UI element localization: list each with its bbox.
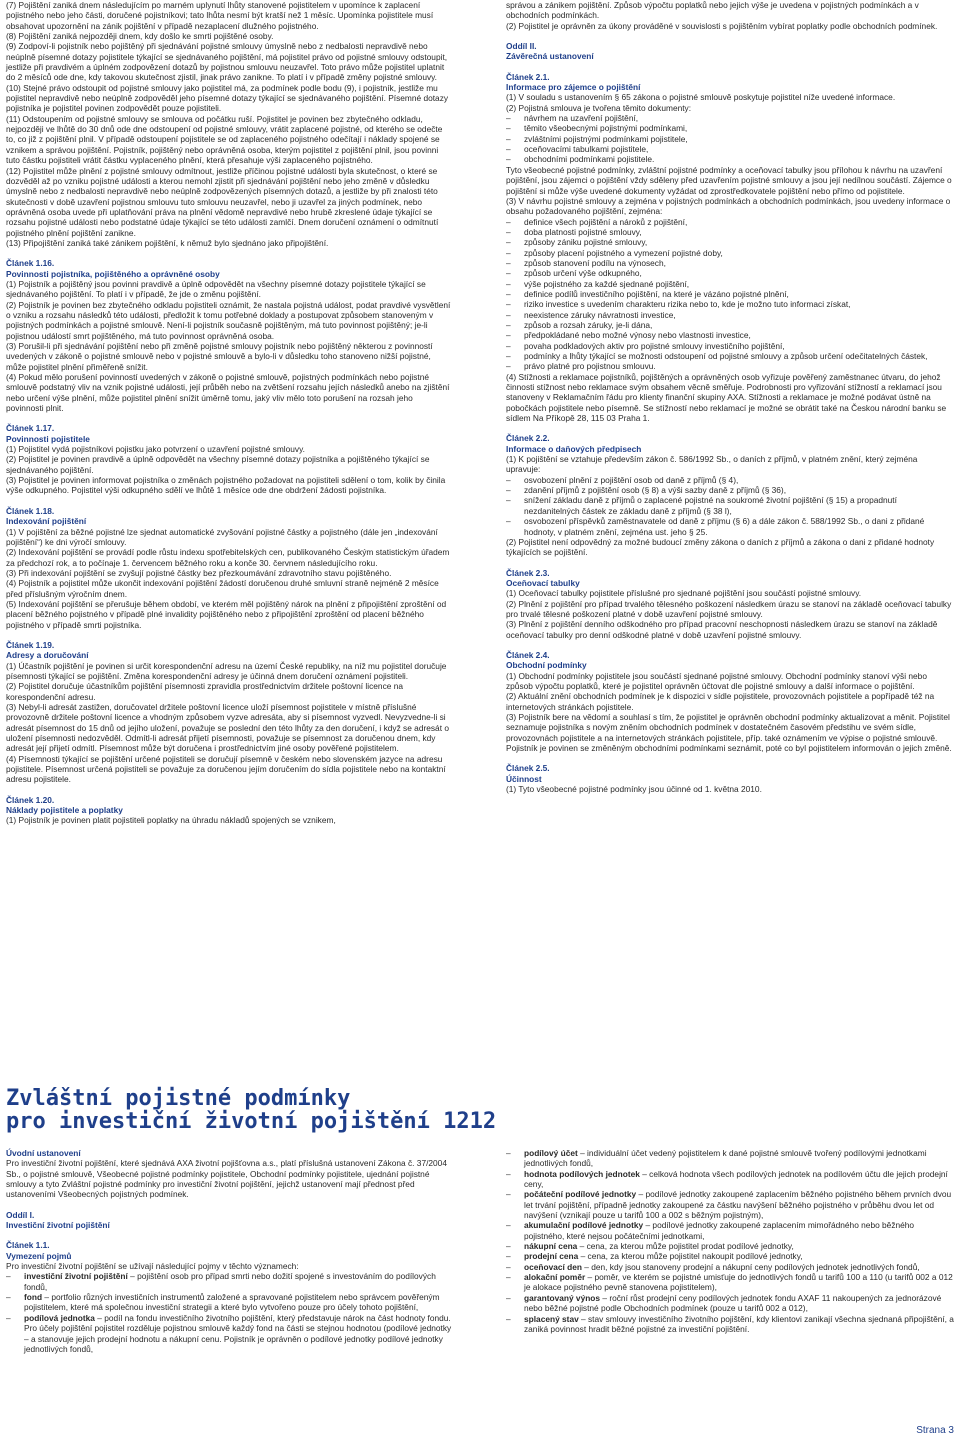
list-item-text: doba platnosti pojistné smlouvy, (524, 226, 642, 237)
list-item (506, 1148, 954, 1169)
list-item (506, 227, 954, 237)
definition: – celková hodnota všech podílových jednotek na podílovém účtu dle jejich prodejní ceny, (524, 1168, 948, 1190)
list-item-text (524, 1148, 954, 1169)
definition: – poměr, ve kterém se pojistné umisťuje do jednotlivých fondů u tarifů 100 a 110 (u tarifů 002 a 012 je alokace pojistného pevně stanovena pojistitelem), (524, 1272, 953, 1293)
list-item (506, 248, 954, 258)
paragraph-gap (6, 1230, 452, 1240)
paragraph: (11) Odstoupením od pojistné smlouvy se smlouva od počátku ruší. Pojistitel je povinen bez zbytečného odkladu, nejpozději ve lhůtě do 30 dnů ode dne odstoupení od pojistné smlouvy, vrátit zaplacené pojistné, od kterého se odečte to, co již z pojištění plnil. V případě odstoupení pojistitele se od zaplaceného pojistného odečítají i náklady spojené se vznikem a správou pojištění. Pojistník, pojištěný nebo oprávněná osoba, kterým pojistitel z pojištění plnil, jsou povinni tuto částku pojistiteli vrátit částku vyplaceného plnění, která přesahuje výši zaplaceného pojistného. (6, 113, 443, 166)
paragraph: (1) Tyto všeobecné pojistné podmínky jsou účinné od 1. května 2010. (506, 784, 762, 795)
text-column-1 (6, 0, 452, 826)
list-item (506, 1293, 954, 1314)
dash-bullet: – (506, 309, 511, 320)
list-item (506, 310, 954, 320)
document-title (6, 1087, 706, 1133)
list-item-text: návrhem na uzavření pojištění, (524, 113, 639, 124)
section-heading: Článek 2.4. (506, 649, 550, 660)
definition: – portfolio různých investičních instrumentů založené a spravované pojistitelem nebo správcem pověřeným pojistitelem, které má společnou investiční strategii a které bylo vytvořeno pouze pro účely tohoto pojištění, (24, 1292, 440, 1313)
list-item-text: obchodními podmínkami pojistitele. (524, 154, 655, 165)
dash-bullet: – (506, 226, 511, 237)
section-heading: Obchodní podmínky (506, 660, 587, 671)
page-number: Strana 3 (916, 1425, 954, 1436)
dash-bullet: – (506, 247, 511, 258)
list-item-text: osvobození plnění z pojištění osob od daně z příjmů (§ 4), (524, 474, 739, 485)
section-heading: Článek 2.5. (506, 763, 550, 774)
list-item-text: způsoby zániku pojistné smlouvy, (524, 237, 648, 248)
paragraph: (1) Pojistitel vydá pojistníkovi pojistku jako potvrzení o uzavření pojistné smlouvy. (6, 444, 305, 455)
dash-bullet: – (506, 495, 511, 506)
list-item-text: způsob určení výše odkupného, (524, 268, 642, 279)
dash-bullet: – (506, 154, 511, 165)
list-item-text: předpokládané nebo možné výnosy nebo vlastnosti investice, (524, 330, 751, 341)
paragraph: (7) Pojištění zaniká dnem následujícím po marném uplynutí lhůty stanovené pojistitelem v upomínce k zaplacení pojistného nebo jeho části, doručené pojistníkovi; tato lhůta nesmí být kratší než 1 měsíc. Upomínka pojistitele musí obsahovat upozornění na zánik pojištění v případě nezaplacení dlužného pojistného. (6, 0, 434, 31)
paragraph-gap (506, 423, 954, 433)
term: splacený stav (524, 1313, 579, 1324)
list-item (506, 516, 954, 537)
dash-bullet: – (506, 351, 511, 361)
paragraph-gap (506, 640, 954, 650)
list-item-text: těmito všeobecnými pojistnými podmínkami, (524, 123, 688, 134)
list-item-text (24, 1313, 452, 1354)
list-item (506, 113, 954, 123)
dash-bullet: – (506, 1272, 511, 1283)
list-item-text (524, 1314, 954, 1335)
list-item-text: osvobození příspěvků zaměstnavatele od daně z příjmu (§ 6) a dále zákon č. 588/1992 Sb., o dani z přidané hodnoty, v platném znění, zejména ust. jeho § 25. (524, 516, 925, 537)
list-item-text: výše pojistného za každé sjednané pojištění, (524, 278, 690, 289)
list-item (506, 154, 954, 164)
section-heading: Článek 2.1. (506, 71, 550, 82)
list-item (506, 1251, 954, 1261)
paragraph: (4) Pokud mělo porušení povinností uvedených v zákoně o pojistné smlouvě, pojistných podmínkách nebo pojistné smlouvě podstatný vliv na vznik pojistné události, její průběh nebo na zvětšení rozsahu jejích následků anebo na zjištění nebo určení výše plnění, může pojistitel plnění snížit úměrně tomu, jaký vliv mělo toto porušení na rozsah jeho povinnosti plnit. (6, 372, 450, 414)
paragraph-gap (506, 62, 954, 72)
dash-bullet: – (506, 299, 511, 310)
list-item (506, 258, 954, 268)
paragraph: (13) Připojištění zaniká také zánikem pojištění, k němuž bylo sjednáno jako připojištění. (6, 237, 329, 248)
dash-bullet: – (506, 1189, 511, 1200)
term: nákupní cena (524, 1241, 578, 1252)
dash-bullet: – (506, 257, 511, 268)
section-heading: Investiční životní pojištění (6, 1220, 110, 1231)
list-item-text: podmínky a lhůty týkající se možnosti odstoupení od pojistné smlouvy a způsob určení odečitatelných částek, (524, 351, 928, 361)
paragraph-gap (6, 630, 452, 640)
list-item (506, 1241, 954, 1251)
paragraph: (2) Pojistná smlouva je tvořena těmito dokumenty: (506, 102, 692, 113)
paragraph-gap (6, 496, 452, 506)
list-item-text (524, 1169, 954, 1190)
section-heading: Článek 1.1. (6, 1240, 50, 1251)
section-heading: Závěrečná ustanovení (506, 51, 594, 62)
list-item-text (24, 1271, 452, 1292)
definition: – cena, za kterou může pojistitel prodat podílové jednotky, (577, 1241, 794, 1252)
paragraph: (2) Pojistitel je povinen pravdivě a úplně odpovědět na všechny písemné dotazy pojistníka a pojištěného týkající se sjednávaného pojištění. (6, 454, 430, 475)
paragraph-gap (506, 753, 954, 763)
list-item-text: zdanění příjmů z pojištění osob (§ 8) a výši sazby daně z příjmů (§ 36), (524, 485, 787, 496)
dash-bullet: – (506, 474, 511, 485)
section-heading: Indexování pojištění (6, 516, 87, 527)
section-heading: Článek 1.18. (6, 505, 55, 516)
section-heading: Oceňovací tabulky (506, 577, 580, 588)
list-item-text (24, 1292, 452, 1313)
paragraph: (1) Obchodní podmínky pojistitele jsou součástí sjednané pojistné smlouvy. Obchodní podmínky stanoví výši nebo způsob výpočtu poplatků, které je pojistitel oprávněn účtovat dle pojistné smlouvy a další informace o pojištění. (506, 670, 927, 691)
list-item (506, 320, 954, 330)
paragraph: (1) K pojištění se vztahuje především zákon č. 586/1992 Sb., o daních z příjmů, v platném znění, který zejména upravuje: (506, 454, 918, 475)
list-item (506, 1314, 954, 1335)
dash-bullet: – (506, 144, 511, 155)
term: garantovaný výnos (524, 1292, 601, 1303)
dash-bullet: – (506, 237, 511, 248)
list-item (506, 1220, 954, 1241)
dash-bullet: – (506, 1148, 511, 1158)
definition: – cena, za kterou může pojistitel nakoupit podílové jednotky, (578, 1251, 803, 1262)
paragraph: (2) Aktuální znění obchodních podmínek je k dispozici v sídle pojistitele, provozovnách pojistitele a popřípadě též na internetových stránkách pojistitele. (506, 691, 935, 712)
dash-bullet: – (506, 1168, 511, 1179)
list-item (506, 217, 954, 227)
list-item (506, 279, 954, 289)
section-heading: Úvodní ustanovení (6, 1148, 81, 1158)
section-heading: Povinnosti pojistitele (6, 433, 90, 444)
list-item-text (524, 1272, 954, 1293)
section-heading: Oddíl II. (506, 41, 537, 52)
paragraph: Pro investiční životní pojištění, které sjednává AXA životní pojišťovna a.s., platí příslušná ustanovení Zákona č. 37/2004 Sb., o pojistné smlouvě, Všeobecné pojistné podmínky pojistitele, Obchodní podmínky pojistitele, ujednání pojistné smlouvy a tyto Zvláštní pojistné podmínky pro investiční životní pojištění, jejichž ustanovení mají přednost před ustanoveními Všeobecných pojistných podmínek. (6, 1158, 447, 1200)
dash-bullet: – (506, 340, 511, 351)
definition: – roční růst prodejní ceny podílových jednotek fondu AXAF 11 nakoupených za jednorázové nebo běžné pojistné podle Obchodních podmínek (pouze u tarifů 002 a 012), (524, 1292, 942, 1314)
paragraph: (12) Pojistitel může plnění z pojistné smlouvy odmítnout, jestliže příčinou pojistné události byla skutečnost, o které se dozvěděl až po vzniku pojistné události a kterou nemohl zjistit při sjednávání pojištění nebo jeho změně v důsledku úmyslně nebo z nedbalosti nepravdivě nebo neúplně zodpovězených písemných dotazů, a jestliže by při znalosti této skutečnosti v době uzavření pojistnou smlouvu tuto smlouvu neuzavřel, nebo ji uzavřel za jiných podmínek, nebo oprávněná osoba uvede při uplatňování práva na plnění vědomě nepravdivé nebo hrubě zkreslené údaje týkající se rozsahu pojistné události nebo podstatné údaje týkající se této události zamlčí. Dnem doručení oznámení o odmítnutí pojistného plnění pojištění zanikne. (6, 165, 439, 238)
list-item (506, 330, 954, 340)
paragraph: (3) Porušil-li při sjednávání pojištění nebo při změně pojistné smlouvy pojistník nebo pojištěný některou z povinností uvedených v zákoně o pojistné smlouvě nebo v pojistné smlouvě a bylo-li v důsledku toho stanoveno nižší pojistné, může pojistitel plnění přiměřeně snížit. (6, 341, 433, 372)
list-item-text: právo platné pro pojistnou smlouvu. (524, 361, 656, 372)
term: hodnota podílových jednotek (524, 1168, 640, 1179)
dash-bullet: – (506, 1220, 511, 1231)
term: počáteční podílové jednotky (524, 1189, 637, 1200)
dash-bullet: – (6, 1292, 11, 1303)
list-item (506, 485, 954, 495)
list-item (506, 123, 954, 133)
dash-bullet: – (506, 133, 511, 144)
paragraph: (3) Pojistník bere na vědomí a souhlasí s tím, že pojistitel je oprávněn obchodní podmínky aktualizovat a měnit. Pojistitel seznamuje pojistníka s novým zněním obchodních podmínek v dostatečném časovém předstihu ve svém sídle, provozovnách pojistitele a na internetových stránkách pojistitele, příp. také oznámením ve výpise o pojistné smlouvě. Pojistník je povinen se změněným obchodními podmínkami seznámit, poté co byl pojistitelem informován o jejich změně. (506, 712, 952, 754)
paragraph: (3) Plnění z pojištění denního odškodného pro případ pracovní neschopnosti následkem úrazu se stanoví na základě oceňovací tabulky pro denní odškodné platné v době uzavření pojistné smlouvy. (506, 619, 938, 640)
definition: – podílové jednotky zakoupené zaplacením mimořádného nebo běžného pojistného, které nejsou počátečními jednotkami, (524, 1220, 915, 1241)
list-item-text (524, 1189, 954, 1220)
dash-bullet: – (506, 1261, 511, 1272)
paragraph: (1) Účastník pojištění je povinen si určit korespondenční adresu na území České republiky, na níž mu pojistitel doručuje písemnosti týkající se pojištění. Změna korespondenční adresy je účinná dnem doručení oznámení pojistiteli. (6, 660, 447, 681)
list-item (506, 1189, 954, 1220)
definition: – podílové jednotky zakoupené zaplacením běžného pojistného během prvních dvou let trvání pojištění, případně jednotky zakoupené za částku navýšení běžného pojistného v průběhu dvou let od navýšení (vznikají pouze u tarifů 100 a 002 s běžným pojistným), (524, 1189, 952, 1221)
section-heading: Článek 1.17. (6, 423, 55, 434)
list-item (506, 1272, 954, 1293)
paragraph: (3) Při indexování pojištění se zvyšují pojistné částky bez přezkoumávání zdravotního stavu pojištěného. (6, 567, 392, 578)
paragraph: (2) Pojistitel je oprávněn za úkony prováděné v souvislosti s pojištěním vybírat poplatky podle obchodních podmínek. (506, 20, 938, 31)
list-item (506, 341, 954, 351)
paragraph: (4) Písemnosti týkající se pojištění určené pojistiteli se doručují písemně v českém nebo slovenském jazyce na adresu pojistitele. Písemnost určená pojistiteli se považuje za doručenou jejím doručením do sídla pojistitele nebo na kontaktní adresu pojistitele. (6, 753, 446, 785)
list-item-text: způsoby placení pojistného a vymezení pojistné doby, (524, 247, 723, 258)
term: prodejní cena (524, 1251, 579, 1262)
dash-bullet: – (506, 516, 511, 527)
section-heading: Článek 2.3. (506, 567, 550, 578)
document-title-line-2: pro investiční životní pojištění 1212 (6, 1109, 497, 1134)
dash-bullet: – (506, 361, 511, 372)
paragraph: (1) Pojistník a pojištěný jsou povinni pravdivě a úplně odpovědět na všechny písemné dotazy pojistitele týkající se sjednávaného pojištění. To platí i v případě, že jde o změnu pojištění. (6, 278, 426, 300)
definition: – individuální účet vedený pojistitelem k dané pojistné smlouvě tvořený podílovými jednotkami jednotlivých fondů, (524, 1148, 927, 1169)
paragraph-gap (6, 785, 452, 795)
dash-bullet: – (506, 123, 511, 134)
list-item-text: snížení základu daně z příjmů o zaplacené pojistné na soukromé životní pojištění (§ 15) a propadnutí nezdanitelných částek ze základu daně z příjmů (§ 38 l), (524, 495, 897, 516)
dash-bullet: – (506, 216, 511, 227)
list-item-text: způsob stanovení podílu na výnosech, (524, 257, 666, 268)
list-item-text (524, 1262, 954, 1272)
paragraph: (1) V souladu s ustanovením § 65 zákona o pojistné smlouvě poskytuje pojistitel níže uvedené informace. (506, 92, 896, 103)
section-heading: Účinnost (506, 773, 542, 784)
list-item (506, 268, 954, 278)
paragraph: správou a zánikem pojištění. Způsob výpočtu poplatků nebo jejich výše je uvedena v pojistných podmínkách a v obchodních podmínkách. (506, 0, 919, 21)
dash-bullet: – (506, 268, 511, 279)
list-item (6, 1313, 452, 1354)
section-heading: Adresy a doručování (6, 650, 89, 661)
definition: – den, kdy jsou stanoveny prodejní a nákupní ceny podílových jednotek jednotlivých fondů, (581, 1261, 920, 1272)
paragraph: (2) Pojistitel není odpovědný za možné budoucí změny zákona o daních z příjmů a zákona o dani z přidané hodnoty týkajících se pojištění. (506, 536, 935, 558)
dash-bullet: – (6, 1312, 11, 1323)
term: alokační poměr (524, 1272, 586, 1283)
document-title-line-1: Zvláštní pojistné podmínky (6, 1086, 351, 1111)
list-item (506, 351, 954, 361)
list-item (506, 289, 954, 299)
dash-bullet: – (506, 113, 511, 124)
list-item (506, 1262, 954, 1272)
dash-bullet: – (506, 1292, 511, 1303)
list-item (6, 1271, 452, 1292)
definition: – podíl na fondu investičního životního pojištění, který představuje nárok na část hodnoty fondu. Pro účely pojištění pojistitel rozděluje pojistnou smlouvě každý fond na části se stejnou hodnotou (podílové jednotky – a stanovuje jejich prodejní hodnotu a nákupní cenu. Pojistník je oprávněn o podílové jednotky podílové jednotky jednotlivých fondů, (24, 1312, 452, 1354)
paragraph-gap (6, 248, 452, 258)
list-item-text: oceňovacími tabulkami pojistitele, (524, 144, 649, 155)
paragraph: (3) Pojistitel je povinen informovat pojistníka o změnách pojistného požadovat na pojistiteli sdělení o tom, kolik by činila výše odkupného. Pojistitel výši odkupného sdělí ve lhůtě 1 měsíce ode dne obdržení žádosti pojistníka. (6, 475, 446, 496)
section-heading: Oddíl I. (6, 1209, 35, 1220)
section-heading: Náklady pojistitele a poplatky (6, 805, 123, 816)
list-item-text (524, 1220, 954, 1241)
paragraph: (9) Zodpoví-li pojistník nebo pojištěný při sjednávání pojistné smlouvy úmyslně nebo z nedbalosti nepravdivě nebo neúplně písemné dotazy pojistitele týkající se sjednávaného pojištění, má pojistitel právo od pojistné smlouvy odstoupit, jestliže při pravdivém a úplném zodpovězení dotazů by pojistnou smlouvu neuzavřel. Toto právo může pojistitel uplatnit do 2 měsíců ode dne, kdy takovou skutečnost zjistil, jinak právo zanikne. To platí i v případě změny pojistné smlouvy. (6, 41, 448, 83)
dash-bullet: – (506, 288, 511, 299)
list-item-text: definice všech pojištění a nároků z pojištění, (524, 216, 688, 227)
term: oceňovací den (524, 1261, 582, 1272)
paragraph: (3) V návrhu pojistné smlouvy a zejména v pojistných podmínkách a obchodních podmínkách, jsou uvedeny informace o obsahu požadovaného pojištění, zejména: (506, 195, 951, 217)
list-item (6, 1292, 452, 1313)
paragraph: Pro investiční životní pojištění se užívají následující pojmy v těchto významech: (6, 1261, 299, 1272)
dash-bullet: – (506, 1251, 511, 1262)
section-heading: Článek 1.16. (6, 258, 55, 269)
paragraph: (10) Stejné právo odstoupit od pojistné smlouvy jako pojistitel má, za podmínek podle bodu (9), i pojistník, jestliže mu pojistitel nepravdivě nebo neúplně zodpověděl jeho písemné dotazy týkající se sjednávaného pojištění. Písemné dotazy pojistníka je pojistitel povinen zodpovědět pouze pojistiteli. (6, 82, 449, 114)
text-column-4 (506, 1148, 954, 1334)
term: podílový účet (524, 1148, 578, 1158)
list-item (506, 1169, 954, 1190)
definition: – pojištění osob pro případ smrti nebo dožití spojené s investováním do podílových fondů, (24, 1271, 436, 1292)
paragraph: (4) Pojistník a pojistitel může ukončit indexování pojištění žádostí doručenou druhé smluvní straně nejméně 2 měsíce před příslušným výročním dnem. (6, 578, 439, 599)
paragraph: (4) Stížnosti a reklamace pojistníků, pojištěných a oprávněných osob vyřizuje pověřený zaměstnanec útvaru, do jehož činnosti stížnost nebo reklamace svým obsahem věcně směřuje. Podrobnosti pro vyřizování stížností a reklamací jsou stanoveny v Reklamačním řádu pro klienty finanční skupiny AXA. Stížnosti a reklamace je možné podávat ústně na pobočkách pojistitele nebo písemně. Se stížností nebo reklamací je možné se obrátit také na Českou národní banku se sídlem Na Příkopě 28, 115 03 Praha 1. (506, 371, 947, 424)
list-item-text: zvláštními pojistnými podmínkami pojistitele, (524, 133, 688, 144)
paragraph: (1) V pojištění za běžné pojistné lze sjednat automatické zvyšování pojistné částky a pojistného (dále jen „indexování pojištění“) ke dni výročí smlouvy. (6, 526, 438, 547)
term: fond (24, 1292, 43, 1303)
list-item-text: způsob a rozsah záruky, je-li dána, (524, 319, 653, 330)
text-column-2 (506, 0, 954, 794)
paragraph: (1) Oceňovací tabulky pojistitele příslušné pro sjednané pojištění jsou součástí pojistné smlouvy. (506, 588, 862, 599)
list-item (506, 495, 954, 516)
definition: – stav smlouvy investičního životního pojištění, kdy klientovi zanikají všechna sjednaná připojištění, a zaniká povinnost hradit běžné pojistné za investiční pojištění. (524, 1313, 954, 1334)
list-item-text: povaha podkladových aktiv pro pojistné smlouvy investičního pojištění, (524, 340, 785, 351)
section-heading: Povinnosti pojistníka, pojištěného a oprávněné osoby (6, 268, 220, 279)
section-heading: Článek 1.20. (6, 794, 55, 805)
section-heading: Článek 1.19. (6, 639, 55, 650)
list-item-text: riziko investice s uvedením charakteru rizika nebo to, kde je možno tuto informaci získat, (524, 299, 851, 310)
paragraph: (2) Plnění z pojištění pro případ trvalého tělesného poškození následkem úrazu se stanoví na základě oceňovací tabulky pro trvalé tělesné poškození platné v době uzavření pojistné smlouvy. (506, 598, 952, 619)
list-item (506, 475, 954, 485)
dash-bullet: – (506, 330, 511, 341)
list-item (506, 299, 954, 309)
paragraph: (5) Indexování pojištění se přerušuje během období, ve kterém měl pojištěný nárok na plnění z připojištění zproštění od placení běžného pojistného v případě plné invalidity pojištěného nebo z připojištění zproštění od placení běžného pojistného v případě smrti pojistníka. (6, 598, 447, 630)
list-item-text: neexistence záruky návratnosti investice, (524, 309, 676, 320)
list-item (506, 237, 954, 247)
dash-bullet: – (506, 278, 511, 289)
dash-bullet: – (506, 1241, 511, 1252)
list-item-text (524, 1241, 954, 1251)
list-item-text (524, 1293, 954, 1314)
paragraph: (3) Nebyl-li adresát zastižen, doručovatel držitele poštovní licence uloží písemnost pojistitele v místně příslušné provozovně držitele poštovní licence a vhodným způsobem vyzve adresáta, aby si písemnost vyzvedl. Nevyzvedne-li si adresát písemnost do 15 dnů od jejího uložení, považuje se poslední den této lhůty za den doručení, i když se adresát o uložení písemnosti nedozvěděl. Odmítl-li adresát přijetí písemnosti, považuje se písemnost za doručenou dnem, kdy adresát její přijetí odmítl. Písemnost může být doručena i prostřednictvím jiné osoby pověřené pojistitelem. (6, 702, 449, 754)
dash-bullet: – (506, 319, 511, 330)
section-heading: Informace o daňových předpisech (506, 443, 642, 454)
term: investiční životní pojištění (24, 1271, 128, 1282)
dash-bullet: – (6, 1271, 11, 1282)
list-item-text: definice podílů investičního pojištění, na které je vázáno pojistné plnění, (524, 288, 789, 299)
section-heading: Článek 2.2. (506, 433, 550, 444)
term: akumulační podílové jednotky (524, 1220, 644, 1231)
paragraph: (2) Pojistitel doručuje účastníkům pojištění písemnosti zpravidla prostřednictvím držitele poštovní licence na korespondenční adresu. (6, 681, 403, 702)
dash-bullet: – (506, 485, 511, 496)
paragraph: (2) Pojistník je povinen bez zbytečného odkladu pojistiteli oznámit, že nastala pojistná událost, podat pravdivé vysvětlení o vzniku a rozsahu následků této události, předložit k tomu potřebné doklady a postupovat způsobem stanoveným v pojistných podmínkách a pojistné smlouvě. Není-li pojistník současně pojištěným, má tuto povinnost pojištěný; je-li pojistnou událostí smrt pojištěného, má tuto povinnost oprávněná osoba. (6, 299, 451, 341)
paragraph: (8) Pojištění zaniká nejpozději dnem, kdy došlo ke smrti pojištěné osoby. (6, 31, 274, 42)
list-item-text (524, 1251, 954, 1261)
paragraph: (2) Indexování pojištění se provádí podle růstu indexu spotřebitelských cen, publikovaného Českým statistickým úřadem za předchozí rok, a to počínaje 1. červencem běžného roku a konče 30. červnem následujícího roku. (6, 547, 450, 568)
section-heading: Informace pro zájemce o pojištění (506, 82, 641, 93)
list-item (506, 144, 954, 154)
paragraph-gap (6, 413, 452, 423)
paragraph: (1) Pojistník je povinen platit pojistiteli poplatky na úhradu nákladů spojených se vznikem, (6, 815, 336, 826)
paragraph-gap (506, 558, 954, 568)
paragraph-gap (506, 31, 954, 41)
list-item (506, 361, 954, 371)
paragraph: Tyto všeobecné pojistné podmínky, zvláštní pojistné podmínky a oceňovací tabulky jsou přílohou k návrhu na uzavření pojištění, jsou zájemci o pojištění vždy sděleny před uzavřením pojistné smlouvy a jsou její nedílnou součástí. Zájemce o pojištění si může výše uvedené dokumenty vyžádat od zprostředkovatele pojištění nebo přímo od pojistitele. (506, 164, 952, 196)
section-heading: Vymezení pojmů (6, 1250, 72, 1261)
term: podílová jednotka (24, 1312, 95, 1323)
paragraph-gap (6, 1200, 452, 1210)
dash-bullet: – (506, 1313, 511, 1324)
text-column-3 (6, 1148, 452, 1354)
list-item (506, 134, 954, 144)
